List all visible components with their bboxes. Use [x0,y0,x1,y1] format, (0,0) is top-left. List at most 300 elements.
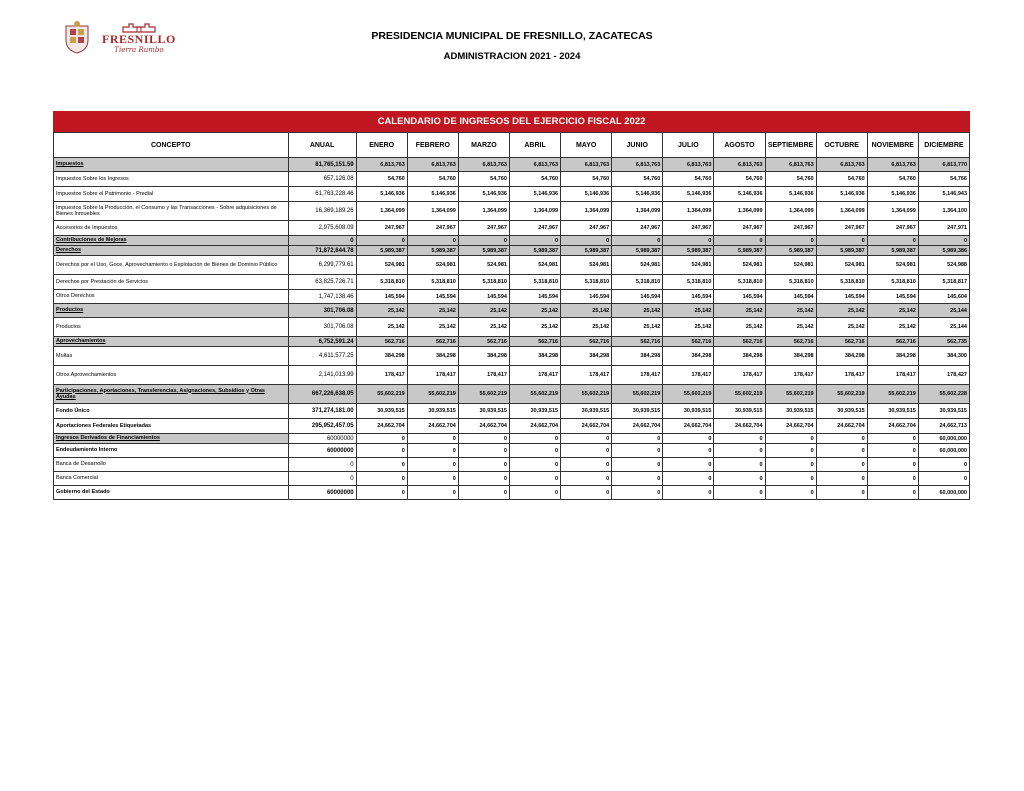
annual-cell: 60000000 [288,434,356,444]
concept-cell: Derechos [54,246,289,256]
month-cell: 5,318,810 [816,275,867,290]
month-cell: 145,604 [918,290,969,304]
month-cell: 55,602,219 [663,385,714,404]
annual-cell: 81,765,151.59 [288,158,356,172]
month-cell: 384,298 [561,347,612,366]
month-cell: 562,735 [918,337,969,347]
month-cell: 0 [867,434,918,444]
table-row [54,366,970,385]
month-cell: 30,939,515 [561,404,612,419]
month-cell: 0 [918,236,969,246]
month-cell: 24,662,704 [407,419,458,434]
concept-cell: Participaciones, Aportaciones, Transferencias, Asignaciones, Subsidios y Otras Ayudas [54,385,289,404]
annual-cell: 295,952,457.05 [288,419,356,434]
month-cell: 25,142 [407,318,458,337]
month-cell: 54,760 [867,172,918,187]
month-cell: 0 [714,444,765,458]
month-cell: 5,146,936 [356,187,407,202]
month-cell: 5,318,810 [458,275,509,290]
month-cell: 0 [765,434,816,444]
annual-cell: 60000000 [288,444,356,458]
month-cell: 0 [509,434,560,444]
month-cell: 384,298 [867,347,918,366]
table-row [54,290,970,304]
table-row [54,158,970,172]
month-cell: 1,364,099 [561,202,612,221]
month-cell: 178,417 [458,366,509,385]
column-header-septiembre: SEPTIEMBRE [765,133,816,158]
month-cell: 25,142 [816,304,867,318]
month-cell: 6,813,770 [918,158,969,172]
month-cell: 5,989,387 [612,246,663,256]
month-cell: 5,318,810 [663,275,714,290]
month-cell: 55,602,219 [765,385,816,404]
month-cell: 5,989,386 [918,246,969,256]
month-cell: 0 [356,486,407,500]
month-cell: 384,298 [356,347,407,366]
month-cell: 25,142 [867,318,918,337]
month-cell: 384,298 [612,347,663,366]
month-cell: 30,939,515 [663,404,714,419]
month-cell: 0 [816,444,867,458]
month-cell: 25,142 [714,304,765,318]
table-row [54,304,970,318]
month-cell: 25,144 [918,304,969,318]
month-cell: 0 [714,458,765,472]
table-row [54,404,970,419]
month-cell: 54,760 [356,172,407,187]
month-cell: 524,981 [867,256,918,275]
month-cell: 5,146,943 [918,187,969,202]
month-cell: 30,939,515 [612,404,663,419]
month-cell: 5,146,936 [816,187,867,202]
month-cell: 178,427 [918,366,969,385]
month-cell: 0 [458,486,509,500]
month-cell: 384,298 [458,347,509,366]
month-cell: 5,318,810 [356,275,407,290]
annual-cell: 2,975,608.09 [288,221,356,236]
month-cell: 0 [407,458,458,472]
month-cell: 0 [561,236,612,246]
month-cell: 0 [356,472,407,486]
month-cell: 0 [561,472,612,486]
month-cell: 5,318,810 [509,275,560,290]
month-cell: 178,417 [765,366,816,385]
month-cell: 55,602,219 [816,385,867,404]
month-cell: 6,813,763 [816,158,867,172]
column-header-julio: JULIO [663,133,714,158]
month-cell: 25,142 [561,304,612,318]
month-cell: 247,967 [765,221,816,236]
month-cell: 562,716 [356,337,407,347]
month-cell: 384,298 [765,347,816,366]
concept-cell: Otros Aprovechamientos [54,366,289,385]
month-cell: 6,813,763 [714,158,765,172]
month-cell: 6,813,763 [561,158,612,172]
month-cell: 0 [816,458,867,472]
month-cell: 145,594 [407,290,458,304]
month-cell: 524,981 [765,256,816,275]
table-row [54,256,970,275]
month-cell: 1,364,099 [612,202,663,221]
month-cell: 0 [612,444,663,458]
month-cell: 0 [407,236,458,246]
month-cell: 562,716 [663,337,714,347]
annual-cell: 61,763,228.46 [288,187,356,202]
column-header-concepto: CONCEPTO [54,133,289,158]
table-header-row [54,133,970,158]
month-cell: 145,594 [561,290,612,304]
month-cell: 247,967 [407,221,458,236]
month-cell: 0 [561,444,612,458]
month-cell: 0 [356,236,407,246]
month-cell: 5,989,387 [407,246,458,256]
month-cell: 524,981 [509,256,560,275]
month-cell: 178,417 [407,366,458,385]
month-cell: 5,146,936 [765,187,816,202]
month-cell: 247,967 [561,221,612,236]
table-banner: CALENDARIO DE INGRESOS DEL EJERCICIO FISCAL 2022 [53,111,970,132]
month-cell: 30,939,515 [509,404,560,419]
table-row [54,434,970,444]
month-cell: 384,298 [407,347,458,366]
concept-cell: Endeudamiento Interno [54,444,289,458]
month-cell: 5,989,387 [816,246,867,256]
month-cell: 0 [458,434,509,444]
month-cell: 0 [561,434,612,444]
month-cell: 247,967 [612,221,663,236]
month-cell: 55,602,219 [407,385,458,404]
month-cell: 0 [714,236,765,246]
month-cell: 0 [561,486,612,500]
table-row [54,347,970,366]
month-cell: 5,318,810 [612,275,663,290]
month-cell: 6,813,763 [612,158,663,172]
month-cell: 5,318,817 [918,275,969,290]
month-cell: 25,142 [407,304,458,318]
column-header-anual: ANUAL [288,133,356,158]
month-cell: 1,364,099 [714,202,765,221]
month-cell: 6,813,763 [663,158,714,172]
month-cell: 30,939,515 [867,404,918,419]
column-header-febrero: FEBRERO [407,133,458,158]
month-cell: 524,981 [356,256,407,275]
month-cell: 524,981 [663,256,714,275]
concept-cell: Aprovechamientos [54,337,289,347]
month-cell: 55,602,219 [561,385,612,404]
month-cell: 5,146,936 [714,187,765,202]
month-cell: 0 [561,458,612,472]
month-cell: 24,662,704 [816,419,867,434]
month-cell: 5,989,387 [765,246,816,256]
month-cell: 5,146,936 [509,187,560,202]
month-cell: 145,594 [714,290,765,304]
month-cell: 0 [816,434,867,444]
month-cell: 5,146,936 [407,187,458,202]
column-header-noviembre: NOVIEMBRE [867,133,918,158]
annual-cell: 657,126.08 [288,172,356,187]
month-cell: 0 [612,486,663,500]
concept-cell: Impuestos [54,158,289,172]
month-cell: 25,142 [561,318,612,337]
month-cell: 145,594 [867,290,918,304]
month-cell: 1,364,099 [765,202,816,221]
month-cell: 247,967 [663,221,714,236]
month-cell: 0 [612,458,663,472]
annual-cell: 16,369,189.26 [288,202,356,221]
column-header-marzo: MARZO [458,133,509,158]
month-cell: 0 [407,472,458,486]
month-cell: 0 [918,458,969,472]
month-cell: 24,662,704 [561,419,612,434]
month-cell: 25,142 [612,318,663,337]
month-cell: 6,813,763 [867,158,918,172]
month-cell: 1,364,099 [458,202,509,221]
month-cell: 1,364,099 [816,202,867,221]
month-cell: 5,146,936 [867,187,918,202]
concept-cell: Ingresos Derivados de Financiamientos [54,434,289,444]
table-row [54,246,970,256]
table-row [54,221,970,236]
month-cell: 0 [663,458,714,472]
month-cell: 178,417 [714,366,765,385]
month-cell: 0 [867,236,918,246]
month-cell: 25,142 [867,304,918,318]
month-cell: 54,760 [407,172,458,187]
month-cell: 178,417 [663,366,714,385]
column-header-abril: ABRIL [509,133,560,158]
annual-cell: 667,226,638.05 [288,385,356,404]
month-cell: 6,813,763 [356,158,407,172]
month-cell: 60,000,000 [918,444,969,458]
month-cell: 25,142 [816,318,867,337]
month-cell: 0 [509,444,560,458]
month-cell: 0 [816,472,867,486]
month-cell: 5,989,387 [509,246,560,256]
month-cell: 0 [663,236,714,246]
month-cell: 0 [816,236,867,246]
month-cell: 145,594 [356,290,407,304]
table-row [54,236,970,246]
month-cell: 5,989,387 [458,246,509,256]
annual-cell: 2,141,013.99 [288,366,356,385]
month-cell: 55,602,228 [918,385,969,404]
month-cell: 25,142 [458,304,509,318]
month-cell: 562,716 [407,337,458,347]
month-cell: 0 [509,472,560,486]
month-cell: 178,417 [509,366,560,385]
month-cell: 55,602,219 [867,385,918,404]
month-cell: 0 [765,444,816,458]
month-cell: 1,364,100 [918,202,969,221]
month-cell: 54,760 [561,172,612,187]
annual-cell: 63,825,726.71 [288,275,356,290]
month-cell: 60,000,000 [918,486,969,500]
annual-cell: 6,752,591.24 [288,337,356,347]
month-cell: 524,981 [612,256,663,275]
month-cell: 0 [867,472,918,486]
month-cell: 24,662,704 [765,419,816,434]
month-cell: 0 [407,434,458,444]
month-cell: 54,760 [816,172,867,187]
annual-cell: 0 [288,236,356,246]
annual-cell: 371,274,181.00 [288,404,356,419]
month-cell: 247,967 [356,221,407,236]
month-cell: 145,594 [765,290,816,304]
page-subtitle: ADMINISTRACION 2021 - 2024 [443,51,581,62]
month-cell: 1,364,099 [663,202,714,221]
month-cell: 5,989,387 [714,246,765,256]
month-cell: 562,716 [509,337,560,347]
month-cell: 247,967 [867,221,918,236]
column-header-junio: JUNIO [612,133,663,158]
annual-cell: 301,706.08 [288,318,356,337]
month-cell: 55,602,219 [612,385,663,404]
month-cell: 25,142 [612,304,663,318]
month-cell: 524,981 [458,256,509,275]
month-cell: 24,662,704 [509,419,560,434]
month-cell: 54,760 [714,172,765,187]
month-cell: 247,967 [714,221,765,236]
month-cell: 0 [765,236,816,246]
column-header-agosto: AGOSTO [714,133,765,158]
month-cell: 0 [356,458,407,472]
month-cell: 384,300 [918,347,969,366]
month-cell: 0 [458,458,509,472]
month-cell: 25,142 [356,304,407,318]
month-cell: 384,298 [663,347,714,366]
month-cell: 0 [509,458,560,472]
month-cell: 384,298 [816,347,867,366]
month-cell: 247,967 [458,221,509,236]
table-row [54,472,970,486]
month-cell: 0 [663,472,714,486]
month-cell: 24,662,704 [356,419,407,434]
month-cell: 524,981 [407,256,458,275]
month-cell: 0 [509,486,560,500]
month-cell: 25,142 [509,304,560,318]
brand-name: FRESNILLO [102,31,176,46]
month-cell: 55,602,219 [458,385,509,404]
month-cell: 30,939,515 [816,404,867,419]
month-cell: 0 [612,472,663,486]
month-cell: 54,766 [918,172,969,187]
concept-cell: Impuestos Sobre la Producción, el Consumo y las Transacciones - Sobre adquisiciones de Bienes Inmuebles [54,202,289,221]
month-cell: 54,760 [765,172,816,187]
annual-cell: 301,706.08 [288,304,356,318]
month-cell: 562,716 [867,337,918,347]
month-cell: 25,142 [663,304,714,318]
month-cell: 247,967 [816,221,867,236]
table-row [54,187,970,202]
month-cell: 0 [509,236,560,246]
concept-cell: Fondo Único [54,404,289,419]
month-cell: 54,760 [612,172,663,187]
concept-cell: Impuestos Sobre el Patrimonio - Predial [54,187,289,202]
concept-cell: Productos [54,304,289,318]
month-cell: 25,142 [356,318,407,337]
month-cell: 145,594 [612,290,663,304]
month-cell: 54,760 [663,172,714,187]
concept-cell: Aportaciones Federales Etiquetadas [54,419,289,434]
month-cell: 5,989,387 [867,246,918,256]
concept-cell: Productos [54,318,289,337]
month-cell: 0 [356,444,407,458]
concept-cell: Accesorios de Impuestos [54,221,289,236]
table-row [54,318,970,337]
month-cell: 6,813,763 [458,158,509,172]
table-row [54,486,970,500]
month-cell: 54,760 [509,172,560,187]
month-cell: 24,662,704 [663,419,714,434]
month-cell: 25,142 [765,318,816,337]
month-cell: 0 [612,236,663,246]
month-cell: 0 [407,444,458,458]
month-cell: 0 [663,434,714,444]
month-cell: 30,939,515 [356,404,407,419]
concept-cell: Contribuciones de Mejoras [54,236,289,246]
month-cell: 524,981 [816,256,867,275]
table-row [54,458,970,472]
concept-cell: Derechos por el Uso, Goce, Aprovechamiento o Explotación de Bienes de Dominio Público [54,256,289,275]
month-cell: 1,364,099 [407,202,458,221]
table-row [54,202,970,221]
month-cell: 0 [356,434,407,444]
table-row [54,172,970,187]
month-cell: 0 [714,486,765,500]
concept-cell: Multas [54,347,289,366]
annual-cell: 0 [288,458,356,472]
month-cell: 562,716 [714,337,765,347]
table-row [54,419,970,434]
month-cell: 24,662,704 [714,419,765,434]
month-cell: 0 [407,486,458,500]
month-cell: 30,939,515 [765,404,816,419]
month-cell: 0 [867,444,918,458]
month-cell: 0 [458,236,509,246]
concept-cell: Gobierno del Estado [54,486,289,500]
month-cell: 1,364,099 [356,202,407,221]
column-header-enero: ENERO [356,133,407,158]
month-cell: 5,318,810 [867,275,918,290]
month-cell: 0 [867,486,918,500]
table-body [54,158,970,500]
month-cell: 24,662,704 [458,419,509,434]
month-cell: 0 [918,472,969,486]
annual-cell: 4,611,577.25 [288,347,356,366]
month-cell: 0 [458,444,509,458]
table-row [54,275,970,290]
month-cell: 0 [663,444,714,458]
month-cell: 5,318,810 [714,275,765,290]
concept-cell: Otros Derechos [54,290,289,304]
annual-cell: 0 [288,472,356,486]
month-cell: 30,939,515 [407,404,458,419]
month-cell: 0 [612,434,663,444]
income-table [53,132,970,500]
table-row [54,337,970,347]
annual-cell: 60000000 [288,486,356,500]
month-cell: 54,760 [458,172,509,187]
month-cell: 25,142 [765,304,816,318]
month-cell: 0 [714,434,765,444]
month-cell: 0 [458,472,509,486]
month-cell: 55,602,219 [356,385,407,404]
month-cell: 524,981 [714,256,765,275]
concept-cell: Banca Comercial [54,472,289,486]
month-cell: 30,939,515 [458,404,509,419]
column-header-diciembre: DICIEMBRE [918,133,969,158]
